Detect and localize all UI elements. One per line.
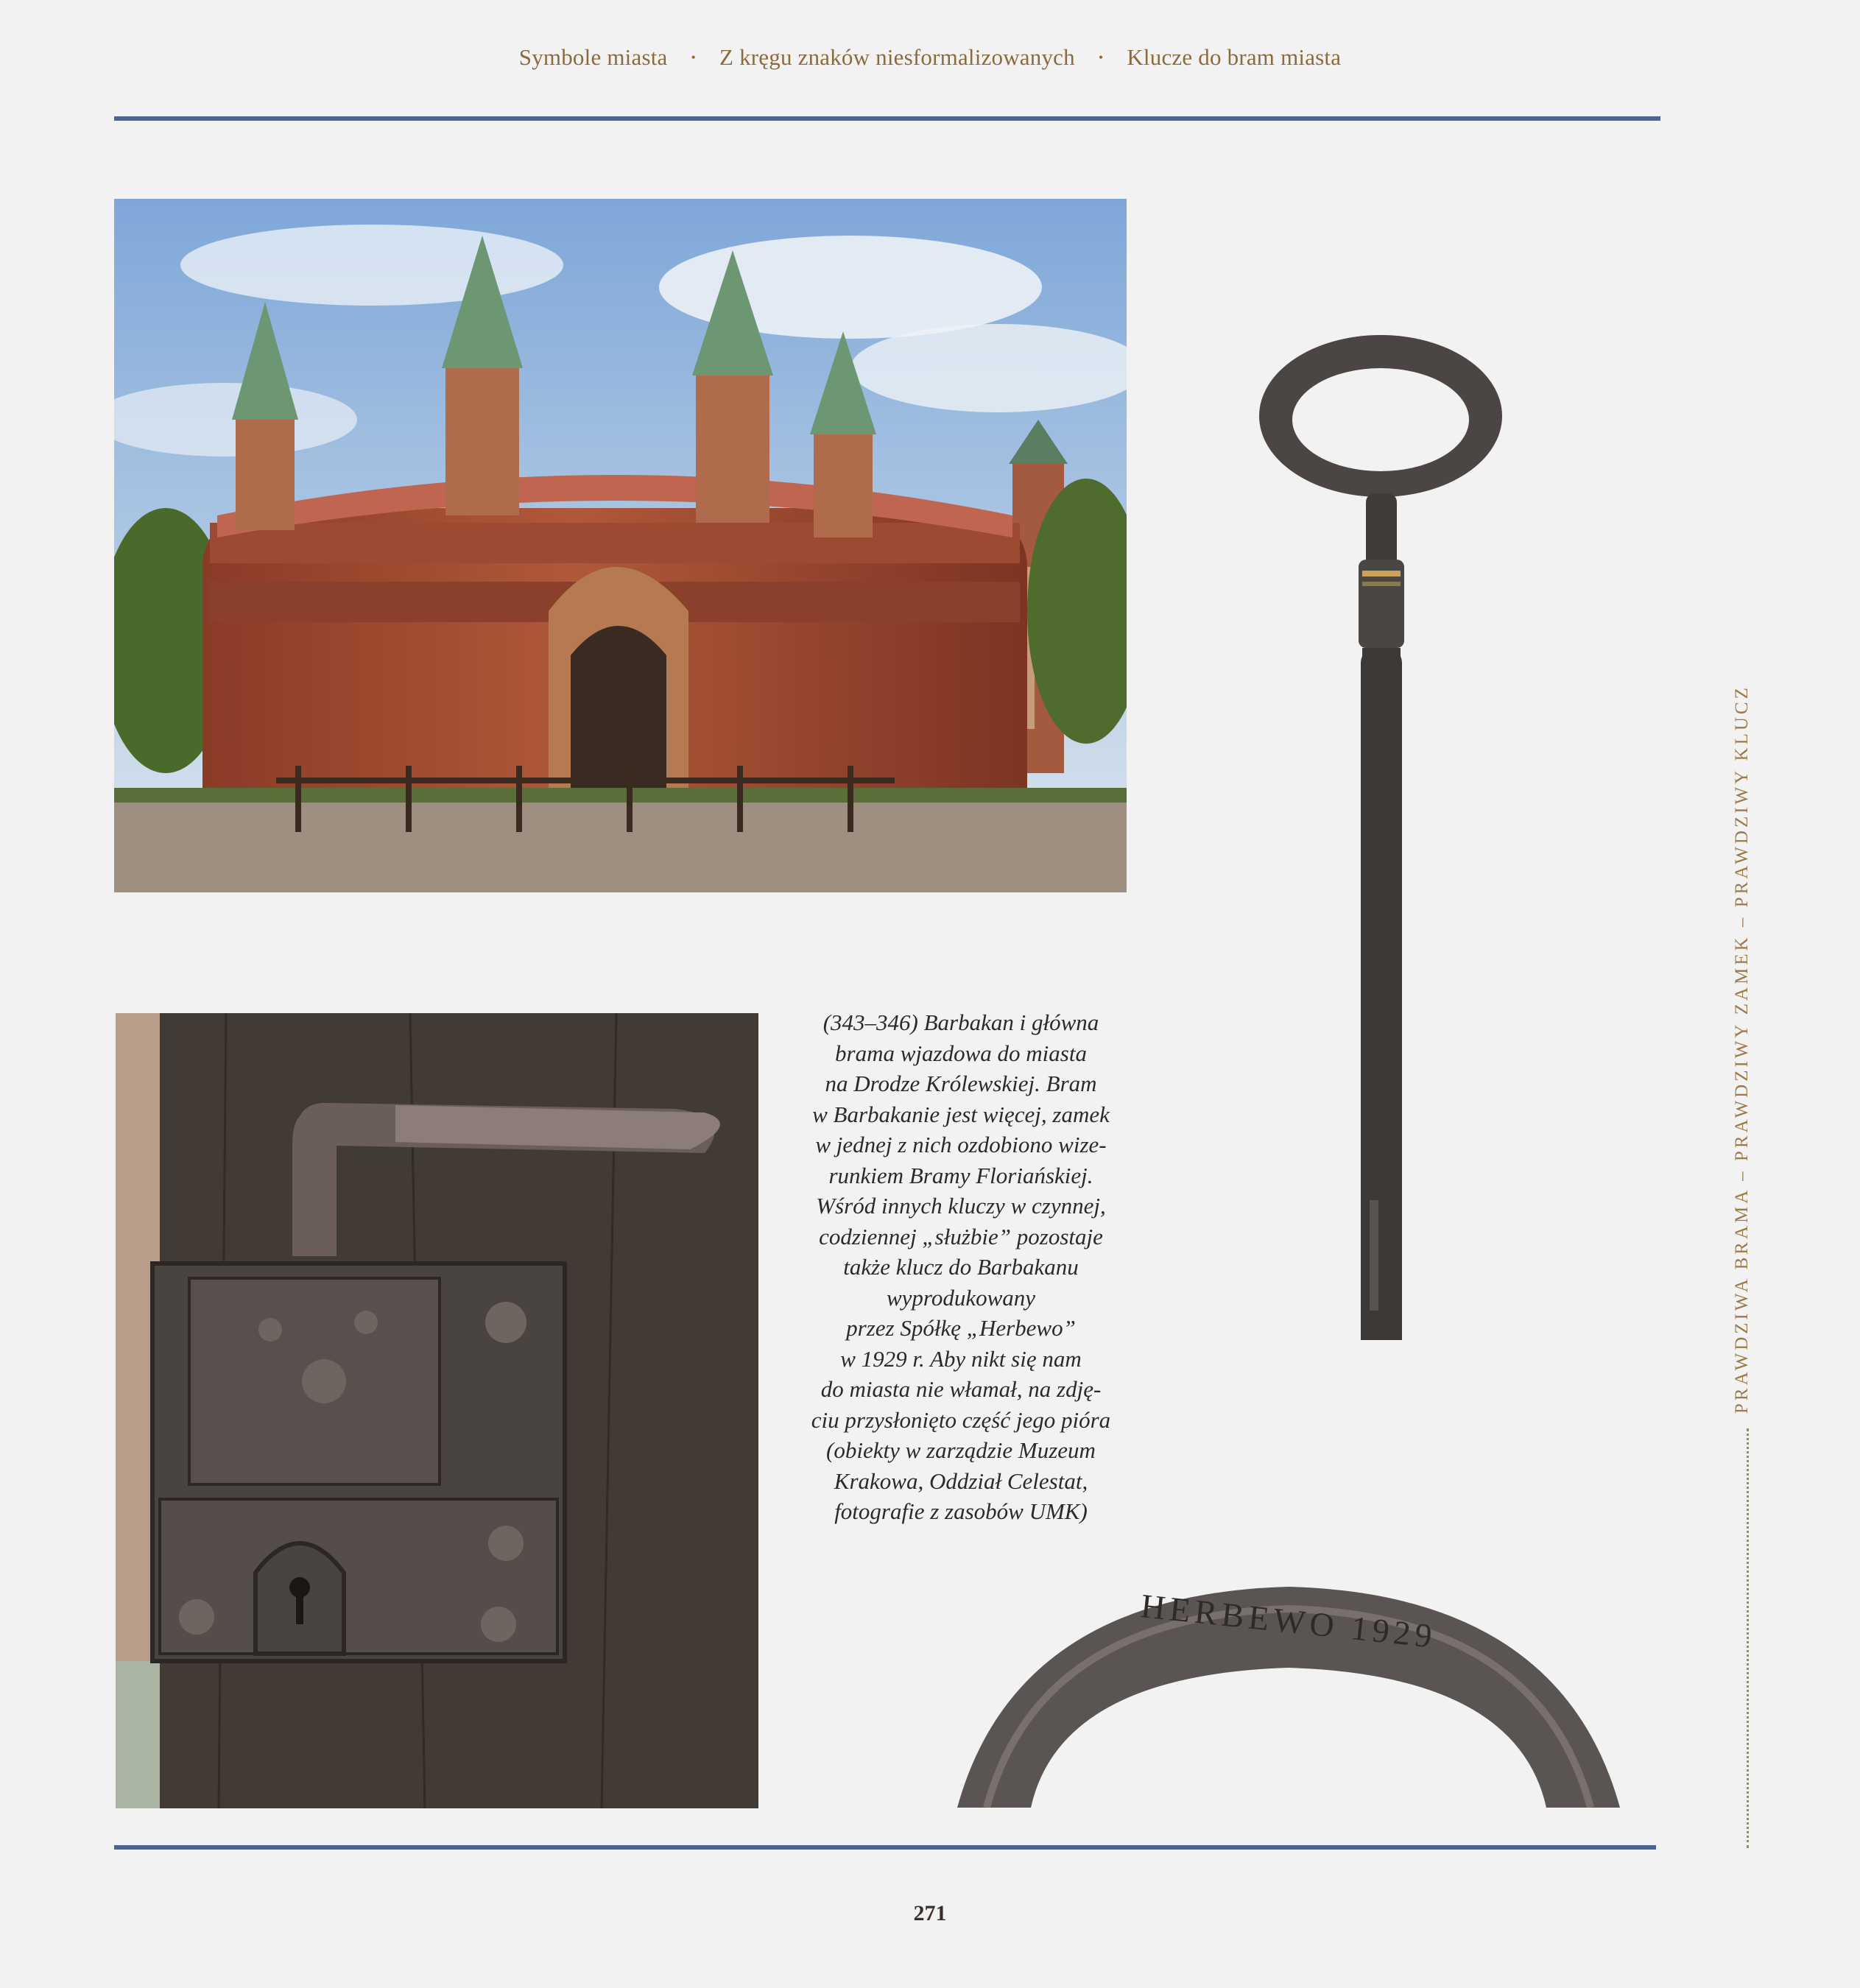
header-item-klucze: Klucze do bram miasta bbox=[1127, 44, 1342, 70]
bottom-rule bbox=[114, 1845, 1656, 1850]
header-separator: • bbox=[691, 50, 696, 65]
page-number: 271 bbox=[913, 1901, 947, 1925]
key-stamp-text: HERBEWO 1929 bbox=[1138, 1587, 1439, 1655]
header-item-symbole: Symbole miasta bbox=[518, 44, 668, 70]
header-separator: • bbox=[1098, 50, 1104, 65]
header-item-znaki: Z kręgu znaków niesformalizowanych bbox=[719, 44, 1075, 70]
barbican-photo bbox=[114, 199, 1127, 892]
side-title: PRAWDZIWA BRAMA – PRAWDZIWY ZAMEK – PRAWDZIWY KLUCZ bbox=[1732, 685, 1752, 1414]
photo-caption: (343–346) Barbakan i główna brama wjazdowa do miasta na Drodze Królewskiej. Bram w Barbakanie jest więcej, zamek w jednej z nich ozdobiono wize- runkiem Bramy Floriańskiej. Wśród innych kluczy w czynnej, codziennej „służbie” pozostaje także klucz do Barbakanu wyprodukowany przez Spółkę „Herbewo” w 1929 r. Aby nikt się nam do miasta nie włamał, na zdję- ciu przysłonięto część jego pióra (obiekty w zarządzie Muzeum Krakowa, Oddział Celestat, fotografie z zasobów UMK) bbox=[811, 1009, 1111, 1524]
running-header bbox=[0, 44, 1860, 71]
top-rule bbox=[114, 116, 1660, 121]
key-photo bbox=[1244, 317, 1524, 1340]
key-bow-detail bbox=[957, 1579, 1620, 1808]
lock-photo bbox=[116, 1013, 758, 1808]
side-dotted-line bbox=[1747, 1428, 1749, 1848]
